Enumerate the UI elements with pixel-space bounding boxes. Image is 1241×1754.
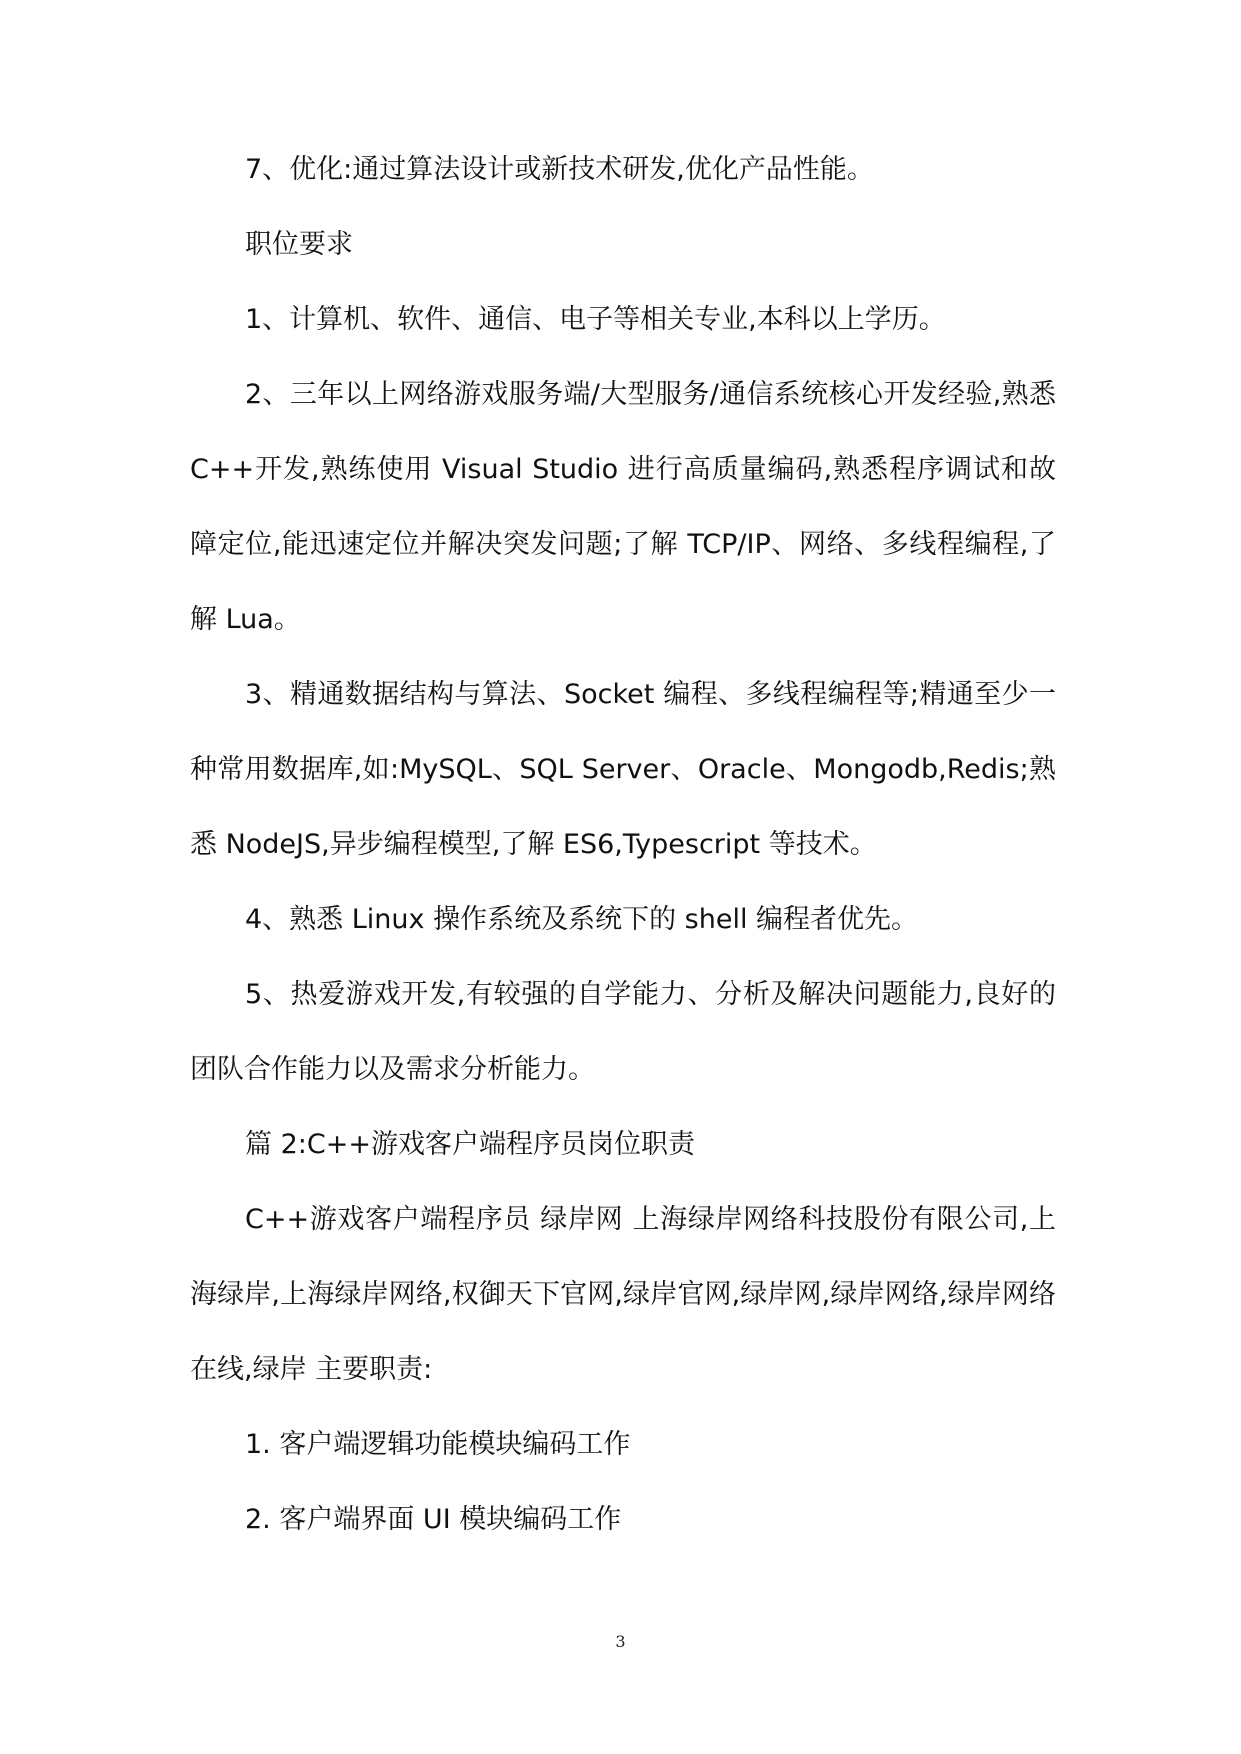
- requirement-item-1: 1、计算机、软件、通信、电子等相关专业,本科以上学历。: [245, 304, 946, 335]
- requirement-item-2: 2、三年以上网络游戏服务端/大型服务/通信系统核心开发经验,熟悉 C++开发,熟练使用 Visual Studio 进行高质量编码,熟悉程序调试和故障定位,能迅速定位并解决突发问题;了解 TCP/IP、网络、多线程编程,了解 Lua。: [190, 379, 1056, 635]
- section-heading-job-requirements: 职位要求: [245, 229, 353, 260]
- job-description-intro: C++游戏客户端程序员 绿岸网 上海绿岸网络科技股份有限公司,上海绿岸,上海绿岸网络,权御天下官网,绿岸官网,绿岸网,绿岸网络,绿岸网络在线,绿岸 主要职责:: [190, 1204, 1056, 1385]
- page-number: 3: [615, 1632, 626, 1651]
- duty-item-2: 2. 客户端界面 UI 模块编码工作: [245, 1504, 622, 1535]
- requirement-item-4: 4、熟悉 Linux 操作系统及系统下的 shell 编程者优先。: [245, 904, 919, 935]
- paragraph-item-optimization: 7、优化:通过算法设计或新技术研发,优化产品性能。: [245, 154, 874, 185]
- requirement-item-5: 5、热爱游戏开发,有较强的自学能力、分析及解决问题能力,良好的团队合作能力以及需求分析能力。: [190, 979, 1056, 1085]
- requirement-item-3: 3、精通数据结构与算法、Socket 编程、多线程编程等;精通至少一种常用数据库,如:MySQL、SQL Server、Oracle、Mongodb,Redis;熟悉 NodeJS,异步编程模型,了解 ES6,Typescript 等技术。: [190, 679, 1056, 860]
- page-body: [190, 132, 1056, 1557]
- duty-item-1: 1. 客户端逻辑功能模块编码工作: [245, 1429, 631, 1460]
- article-heading-part-2: 篇 2:C++游戏客户端程序员岗位职责: [245, 1129, 695, 1160]
